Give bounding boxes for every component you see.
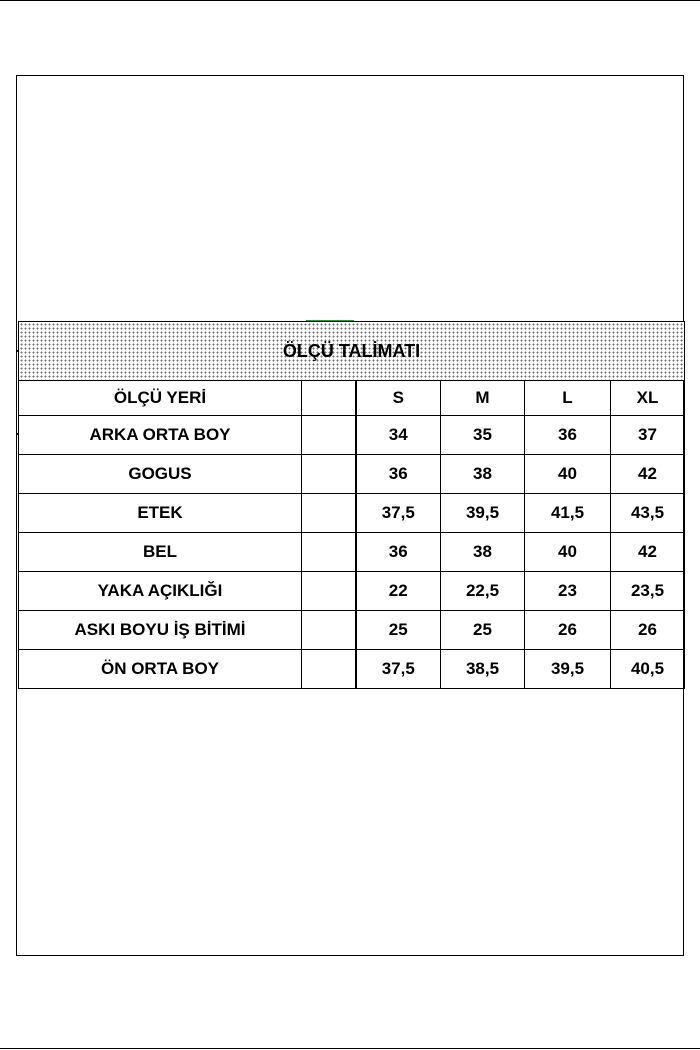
value-cell: 22 (356, 572, 441, 611)
column-header-measure-point: ÖLÇÜ YERİ (19, 381, 302, 416)
value-cell: 22,5 (441, 572, 525, 611)
value-cell: 34 (356, 416, 441, 455)
bottom-border-line (0, 1048, 700, 1049)
value-cell: 36 (356, 455, 441, 494)
value-cell: 23 (525, 572, 611, 611)
row-label: GOGUS (19, 455, 302, 494)
value-cell: 26 (525, 611, 611, 650)
row-label: ASKI BOYU İŞ BİTİMİ (19, 611, 302, 650)
blank-cell (302, 494, 356, 533)
header-row (19, 381, 685, 416)
value-cell: 43,5 (611, 494, 685, 533)
blank-header-cell (302, 381, 356, 416)
column-header-size-s: S (356, 381, 441, 416)
value-cell: 23,5 (611, 572, 685, 611)
blank-cell (302, 416, 356, 455)
top-border-line (0, 0, 700, 1)
table-title: ÖLÇÜ TALİMATI (19, 322, 685, 381)
row-label: BEL (19, 533, 302, 572)
value-cell: 42 (611, 533, 685, 572)
table-row (19, 455, 685, 494)
row-label: ETEK (19, 494, 302, 533)
value-cell: 36 (525, 416, 611, 455)
table-row (19, 611, 685, 650)
row-label: ARKA ORTA BOY (19, 416, 302, 455)
value-cell: 26 (611, 611, 685, 650)
table-row (19, 650, 685, 689)
value-cell: 41,5 (525, 494, 611, 533)
value-cell: 39,5 (441, 494, 525, 533)
value-cell: 37 (611, 416, 685, 455)
blank-cell (302, 572, 356, 611)
table-row (19, 494, 685, 533)
value-cell: 25 (356, 611, 441, 650)
blank-cell (302, 533, 356, 572)
column-header-size-m: M (441, 381, 525, 416)
value-cell: 35 (441, 416, 525, 455)
column-header-size-xl: XL (611, 381, 685, 416)
blank-cell (302, 611, 356, 650)
value-cell: 39,5 (525, 650, 611, 689)
value-cell: 40 (525, 455, 611, 494)
value-cell: 38,5 (441, 650, 525, 689)
blank-cell (302, 650, 356, 689)
blank-cell (302, 455, 356, 494)
size-chart-table (18, 321, 685, 689)
value-cell: 40 (525, 533, 611, 572)
table-row (19, 572, 685, 611)
value-cell: 37,5 (356, 494, 441, 533)
value-cell: 40,5 (611, 650, 685, 689)
title-row (19, 322, 685, 381)
value-cell: 25 (441, 611, 525, 650)
value-cell: 38 (441, 533, 525, 572)
column-header-size-l: L (525, 381, 611, 416)
value-cell: 38 (441, 455, 525, 494)
table-row (19, 416, 685, 455)
value-cell: 37,5 (356, 650, 441, 689)
row-label: YAKA AÇIKLIĞI (19, 572, 302, 611)
table-row (19, 533, 685, 572)
value-cell: 36 (356, 533, 441, 572)
row-label: ÖN ORTA BOY (19, 650, 302, 689)
value-cell: 42 (611, 455, 685, 494)
